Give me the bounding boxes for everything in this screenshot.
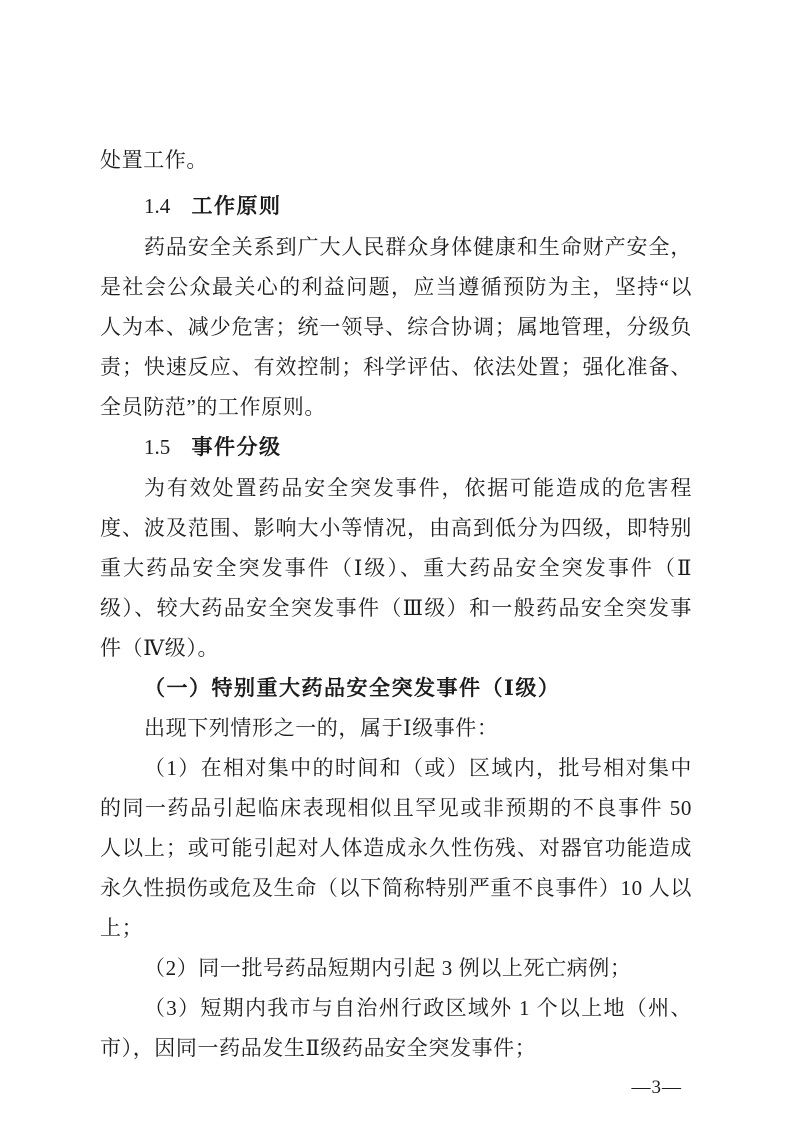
paragraph-work-principles: 药品安全关系到广大人民群众身体健康和生命财产安全，是社会公众最关心的利益问题，应当遵循预防为主，坚持“以人为本、减少危害；统一领导、综合协调；属地管理，分级负责；快速反应、有效控制；科学评估、依法处置；强化准备、全员防范”的工作原则。: [100, 235, 692, 419]
paragraph-continuation: 处置工作。: [100, 148, 208, 172]
list-item-3: （3）短期内我市与自治州行政区域外 1 个以上地（州、市），因同一药品发生Ⅱ级药品安全突发事件；: [100, 996, 692, 1060]
list-item-1: （1）在相对集中的时间和（或）区域内，批号相对集中的同一药品引起临床表现相似且罕见或非预期的不良事件 50 人以上；或可能引起对人体造成永久性伤残、对器官功能造成永久性损伤或危及生命（以下简称特别严重不良事件）10 人以上；: [100, 756, 692, 940]
heading-1-4-title: 工作原则: [191, 195, 282, 218]
paragraph-event-grading: 为有效处置药品安全突发事件，依据可能造成的危害程度、波及范围、影响大小等情况，由高到低分为四级，即特别重大药品安全突发事件（Ⅰ级）、重大药品安全突发事件（Ⅱ级）、较大药品安全突发事件（Ⅲ级）和一般药品安全突发事件（Ⅳ级）。: [100, 476, 692, 660]
page-number: —3—: [631, 1077, 682, 1098]
paragraph-level1-intro: 出现下列情形之一的，属于Ⅰ级事件：: [144, 716, 499, 740]
heading-1-5: [100, 427, 692, 468]
list-item-2: （2）同一批号药品短期内引起 3 例以上死亡病例；: [144, 956, 632, 980]
heading-level1-event: （一）特别重大药品安全突发事件（Ⅰ级）: [144, 676, 561, 700]
heading-1-5-title: 事件分级: [191, 436, 282, 459]
heading-1-4-number: 1.4: [144, 194, 171, 218]
heading-1-5-number: 1.5: [144, 435, 171, 459]
heading-1-4: [100, 186, 692, 227]
